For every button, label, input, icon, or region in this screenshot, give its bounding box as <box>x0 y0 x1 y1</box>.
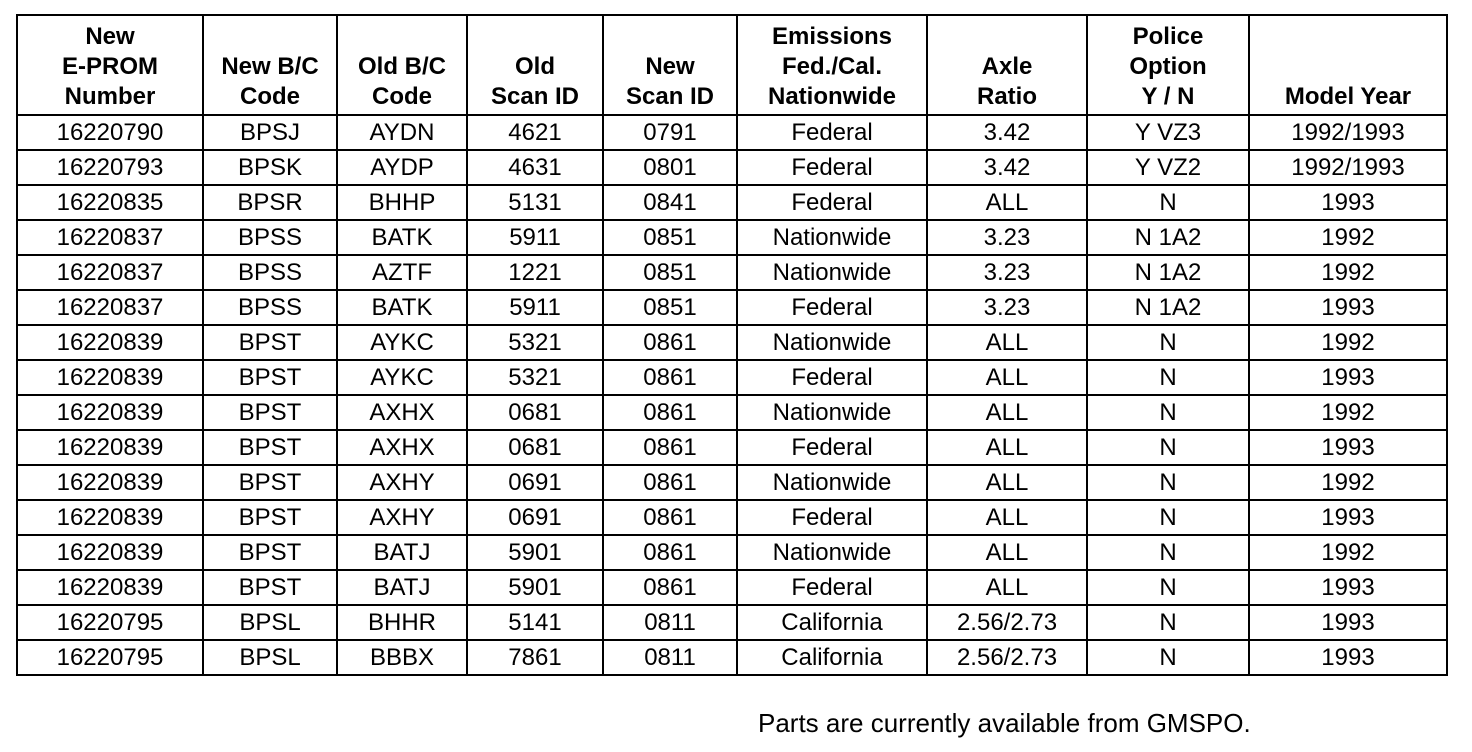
cell-eprom-number: 16220837 <box>17 220 203 255</box>
cell-old-scan-id: 0681 <box>467 395 603 430</box>
cell-old-bc-code: AXHY <box>337 465 467 500</box>
cell-emissions: Nationwide <box>737 535 927 570</box>
cell-police-option: N <box>1087 430 1249 465</box>
cell-eprom-number: 16220837 <box>17 290 203 325</box>
cell-old-scan-id: 5911 <box>467 220 603 255</box>
cell-axle-ratio: 2.56/2.73 <box>927 640 1087 675</box>
table-row <box>17 395 1447 430</box>
cell-new-scan-id: 0801 <box>603 150 737 185</box>
cell-old-scan-id: 1221 <box>467 255 603 290</box>
cell-new-scan-id: 0791 <box>603 115 737 150</box>
table-row <box>17 220 1447 255</box>
cell-police-option: Y VZ2 <box>1087 150 1249 185</box>
cell-police-option: N <box>1087 360 1249 395</box>
header-axle-ratio <box>927 15 1087 115</box>
column-header-label: Police Option Y / N <box>1129 23 1207 110</box>
cell-model-year: 1992 <box>1249 395 1447 430</box>
table-row <box>17 500 1447 535</box>
cell-emissions: Federal <box>737 185 927 220</box>
cell-emissions: Nationwide <box>737 395 927 430</box>
column-header-label: Emissions Fed./Cal. Nationwide <box>767 23 896 110</box>
cell-new-bc-code: BPST <box>203 325 337 360</box>
cell-new-scan-id: 0861 <box>603 430 737 465</box>
cell-axle-ratio: ALL <box>927 430 1087 465</box>
cell-eprom-number: 16220795 <box>17 640 203 675</box>
header-old-scan-id <box>467 15 603 115</box>
cell-eprom-number: 16220793 <box>17 150 203 185</box>
cell-eprom-number: 16220835 <box>17 185 203 220</box>
cell-old-scan-id: 5131 <box>467 185 603 220</box>
cell-eprom-number: 16220795 <box>17 605 203 640</box>
cell-emissions: Federal <box>737 360 927 395</box>
table-row <box>17 465 1447 500</box>
cell-axle-ratio: 3.23 <box>927 290 1087 325</box>
table-row <box>17 185 1447 220</box>
cell-new-scan-id: 0851 <box>603 290 737 325</box>
cell-police-option: N <box>1087 570 1249 605</box>
cell-old-bc-code: BBBX <box>337 640 467 675</box>
cell-model-year: 1992 <box>1249 255 1447 290</box>
cell-police-option: N 1A2 <box>1087 255 1249 290</box>
cell-old-scan-id: 0691 <box>467 500 603 535</box>
cell-new-scan-id: 0851 <box>603 220 737 255</box>
cell-new-bc-code: BPSK <box>203 150 337 185</box>
cell-old-scan-id: 5141 <box>467 605 603 640</box>
footer-note: Parts are currently available from GMSPO. <box>758 708 1251 738</box>
header-new-bc-code <box>203 15 337 115</box>
cell-old-bc-code: BATJ <box>337 535 467 570</box>
table-row <box>17 290 1447 325</box>
cell-police-option: N 1A2 <box>1087 290 1249 325</box>
cell-old-bc-code: AXHX <box>337 430 467 465</box>
table-header <box>17 15 1447 115</box>
cell-model-year: 1993 <box>1249 500 1447 535</box>
cell-new-scan-id: 0861 <box>603 570 737 605</box>
cell-emissions: Nationwide <box>737 255 927 290</box>
cell-old-scan-id: 0691 <box>467 465 603 500</box>
table-row <box>17 360 1447 395</box>
cell-old-scan-id: 0681 <box>467 430 603 465</box>
column-header-label: New B/C Code <box>221 53 319 110</box>
cell-model-year: 1993 <box>1249 360 1447 395</box>
cell-axle-ratio: ALL <box>927 185 1087 220</box>
cell-old-bc-code: AXHX <box>337 395 467 430</box>
cell-police-option: Y VZ3 <box>1087 115 1249 150</box>
cell-old-bc-code: AYKC <box>337 360 467 395</box>
cell-model-year: 1992 <box>1249 220 1447 255</box>
column-header-label: Model Year <box>1284 83 1412 110</box>
cell-axle-ratio: ALL <box>927 535 1087 570</box>
cell-emissions: Federal <box>737 570 927 605</box>
cell-model-year: 1993 <box>1249 430 1447 465</box>
cell-new-scan-id: 0841 <box>603 185 737 220</box>
cell-emissions: California <box>737 605 927 640</box>
cell-old-bc-code: AYKC <box>337 325 467 360</box>
cell-police-option: N 1A2 <box>1087 220 1249 255</box>
table-row <box>17 255 1447 290</box>
cell-old-bc-code: BHHR <box>337 605 467 640</box>
cell-new-bc-code: BPST <box>203 395 337 430</box>
table-row <box>17 115 1447 150</box>
cell-model-year: 1992/1993 <box>1249 115 1447 150</box>
cell-eprom-number: 16220839 <box>17 395 203 430</box>
column-header-label: Axle Ratio <box>977 53 1037 110</box>
column-header-label: Old B/C Code <box>358 53 446 110</box>
cell-emissions: Federal <box>737 430 927 465</box>
cell-emissions: Federal <box>737 115 927 150</box>
cell-model-year: 1993 <box>1249 640 1447 675</box>
column-header-label: New E-PROM Number <box>62 23 158 110</box>
table-row <box>17 325 1447 360</box>
cell-axle-ratio: 3.42 <box>927 115 1087 150</box>
cell-eprom-number: 16220839 <box>17 360 203 395</box>
cell-axle-ratio: ALL <box>927 465 1087 500</box>
table-body <box>17 115 1447 675</box>
cell-new-bc-code: BPSL <box>203 605 337 640</box>
cell-new-scan-id: 0811 <box>603 605 737 640</box>
header-emissions <box>737 15 927 115</box>
cell-new-scan-id: 0861 <box>603 500 737 535</box>
cell-emissions: Federal <box>737 150 927 185</box>
cell-axle-ratio: ALL <box>927 360 1087 395</box>
cell-axle-ratio: 2.56/2.73 <box>927 605 1087 640</box>
cell-old-bc-code: BATK <box>337 290 467 325</box>
header-row <box>17 15 1447 115</box>
table-row <box>17 605 1447 640</box>
cell-old-scan-id: 4631 <box>467 150 603 185</box>
header-police-option <box>1087 15 1249 115</box>
cell-old-bc-code: AZTF <box>337 255 467 290</box>
cell-eprom-number: 16220839 <box>17 465 203 500</box>
table-row <box>17 535 1447 570</box>
cell-axle-ratio: ALL <box>927 395 1087 430</box>
cell-model-year: 1992 <box>1249 535 1447 570</box>
cell-new-scan-id: 0811 <box>603 640 737 675</box>
cell-police-option: N <box>1087 500 1249 535</box>
cell-police-option: N <box>1087 465 1249 500</box>
column-header-label: New Scan ID <box>625 53 715 110</box>
cell-new-bc-code: BPSS <box>203 290 337 325</box>
cell-emissions: Federal <box>737 290 927 325</box>
cell-eprom-number: 16220837 <box>17 255 203 290</box>
cell-old-bc-code: BHHP <box>337 185 467 220</box>
table-row <box>17 430 1447 465</box>
cell-new-scan-id: 0861 <box>603 465 737 500</box>
cell-emissions: Federal <box>737 500 927 535</box>
cell-old-scan-id: 5901 <box>467 535 603 570</box>
cell-police-option: N <box>1087 395 1249 430</box>
cell-axle-ratio: 3.23 <box>927 220 1087 255</box>
cell-axle-ratio: ALL <box>927 500 1087 535</box>
header-model-year <box>1249 15 1447 115</box>
cell-old-scan-id: 5901 <box>467 570 603 605</box>
cell-model-year: 1992/1993 <box>1249 150 1447 185</box>
cell-police-option: N <box>1087 325 1249 360</box>
cell-new-bc-code: BPSS <box>203 220 337 255</box>
cell-eprom-number: 16220839 <box>17 535 203 570</box>
cell-new-bc-code: BPSS <box>203 255 337 290</box>
cell-axle-ratio: ALL <box>927 325 1087 360</box>
cell-new-bc-code: BPST <box>203 430 337 465</box>
cell-old-bc-code: AYDN <box>337 115 467 150</box>
cell-eprom-number: 16220839 <box>17 325 203 360</box>
cell-old-scan-id: 4621 <box>467 115 603 150</box>
cell-model-year: 1993 <box>1249 605 1447 640</box>
cell-new-bc-code: BPST <box>203 465 337 500</box>
cell-new-bc-code: BPST <box>203 360 337 395</box>
cell-eprom-number: 16220839 <box>17 570 203 605</box>
cell-model-year: 1993 <box>1249 185 1447 220</box>
cell-new-bc-code: BPSL <box>203 640 337 675</box>
cell-new-bc-code: BPST <box>203 570 337 605</box>
cell-police-option: N <box>1087 605 1249 640</box>
cell-police-option: N <box>1087 535 1249 570</box>
table-row <box>17 150 1447 185</box>
table-row <box>17 570 1447 605</box>
header-new-scan-id <box>603 15 737 115</box>
cell-axle-ratio: ALL <box>927 570 1087 605</box>
cell-police-option: N <box>1087 640 1249 675</box>
cell-police-option: N <box>1087 185 1249 220</box>
cell-model-year: 1992 <box>1249 325 1447 360</box>
header-eprom-number <box>17 15 203 115</box>
cell-old-bc-code: BATK <box>337 220 467 255</box>
table-row <box>17 640 1447 675</box>
cell-eprom-number: 16220839 <box>17 430 203 465</box>
header-old-bc-code <box>337 15 467 115</box>
cell-emissions: Nationwide <box>737 325 927 360</box>
cell-old-scan-id: 5321 <box>467 360 603 395</box>
cell-new-scan-id: 0851 <box>603 255 737 290</box>
cell-axle-ratio: 3.42 <box>927 150 1087 185</box>
cell-old-bc-code: BATJ <box>337 570 467 605</box>
cell-axle-ratio: 3.23 <box>927 255 1087 290</box>
cell-model-year: 1993 <box>1249 290 1447 325</box>
column-header-label: Old Scan ID <box>490 53 580 110</box>
cell-model-year: 1993 <box>1249 570 1447 605</box>
cell-old-scan-id: 7861 <box>467 640 603 675</box>
cell-new-scan-id: 0861 <box>603 325 737 360</box>
cell-eprom-number: 16220790 <box>17 115 203 150</box>
cell-old-bc-code: AXHY <box>337 500 467 535</box>
cell-model-year: 1992 <box>1249 465 1447 500</box>
cell-old-bc-code: AYDP <box>337 150 467 185</box>
cell-new-scan-id: 0861 <box>603 395 737 430</box>
cell-old-scan-id: 5911 <box>467 290 603 325</box>
eprom-table <box>16 14 1448 676</box>
cell-new-bc-code: BPST <box>203 535 337 570</box>
cell-new-bc-code: BPSR <box>203 185 337 220</box>
cell-emissions: Nationwide <box>737 220 927 255</box>
cell-new-scan-id: 0861 <box>603 535 737 570</box>
cell-emissions: California <box>737 640 927 675</box>
cell-new-bc-code: BPSJ <box>203 115 337 150</box>
cell-emissions: Nationwide <box>737 465 927 500</box>
cell-eprom-number: 16220839 <box>17 500 203 535</box>
cell-new-bc-code: BPST <box>203 500 337 535</box>
cell-old-scan-id: 5321 <box>467 325 603 360</box>
cell-new-scan-id: 0861 <box>603 360 737 395</box>
